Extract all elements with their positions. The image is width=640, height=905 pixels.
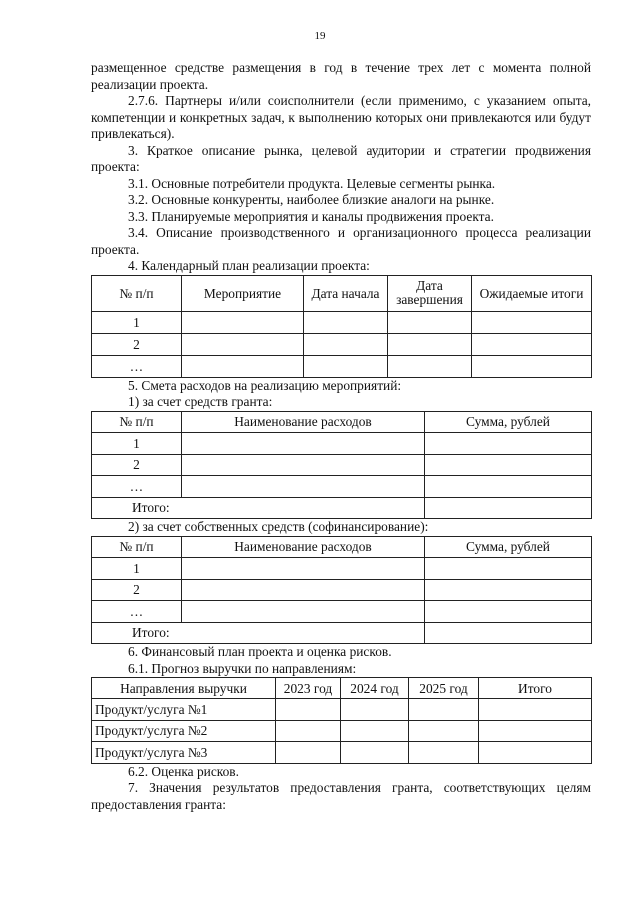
item-3-3: 3.3. Планируемые мероприятия и каналы продвижения проекта. — [128, 208, 494, 224]
item-3-1: 3.1. Основные потребители продукта. Целевые сегменты рынка. — [128, 175, 496, 191]
subheading-own-funds: 2) за счет собственных средств (софинансирование): — [128, 519, 429, 534]
column-header: Дата начала — [304, 275, 388, 311]
table-cell[interactable] — [182, 311, 304, 333]
column-header: Ожидаемые итоги — [472, 275, 592, 311]
column-header: 2025 год — [409, 678, 479, 699]
document-body — [91, 60, 591, 813]
table-row — [92, 558, 592, 580]
table-cell[interactable] — [182, 601, 425, 623]
paragraph-accommodation: размещенное средстве размещения в год в течение трех лет с момента полной реализации проекта. — [91, 60, 591, 92]
row-number: 1 — [92, 433, 182, 455]
revenue-direction: Продукт/услуга №1 — [92, 699, 276, 721]
column-header: 2023 год — [276, 678, 341, 699]
table-row — [92, 601, 592, 623]
revenue-direction: Продукт/услуга №3 — [92, 742, 276, 764]
heading-calendar-plan: 4. Календарный план реализации проекта: — [128, 258, 370, 273]
table-row — [92, 742, 592, 764]
column-header: № п/п — [92, 275, 182, 311]
total-label: Итого: — [92, 622, 425, 644]
table-cell[interactable] — [341, 699, 409, 721]
table-row — [92, 579, 592, 601]
table-header-row — [92, 411, 592, 433]
table-cell[interactable] — [276, 720, 341, 742]
heading-risk-assessment: 6.2. Оценка рисков. — [128, 763, 239, 779]
table-header-row — [92, 275, 592, 311]
table-cell[interactable] — [182, 558, 425, 580]
table-cell[interactable] — [304, 311, 388, 333]
table-cell[interactable] — [425, 476, 592, 498]
column-header: Наименование расходов — [182, 411, 425, 433]
table-row — [92, 311, 592, 333]
table-row — [92, 454, 592, 476]
table-cell[interactable] — [425, 558, 592, 580]
table-cell[interactable] — [182, 333, 304, 355]
total-row — [92, 622, 592, 644]
table-row — [92, 333, 592, 355]
column-header: Сумма, рублей — [425, 536, 592, 558]
table-cell[interactable] — [425, 601, 592, 623]
table-cell[interactable] — [182, 355, 304, 377]
item-3-2: 3.2. Основные конкуренты, наиболее близкие аналоги на рынке. — [128, 192, 495, 207]
table-header-row — [92, 536, 592, 558]
table-cell[interactable] — [341, 742, 409, 764]
table-header-row — [92, 678, 592, 699]
table-cell[interactable] — [425, 433, 592, 455]
row-number: … — [92, 601, 182, 623]
total-label: Итого: — [92, 497, 425, 519]
table-row — [92, 433, 592, 455]
own-funds-expenses-table — [91, 536, 592, 645]
table-cell[interactable] — [409, 720, 479, 742]
table-cell[interactable] — [472, 333, 592, 355]
heading-market: 3. Краткое описание рынка, целевой аудитории и стратегии продвижения проекта: — [91, 142, 591, 174]
row-number: … — [92, 476, 182, 498]
table-cell[interactable] — [182, 454, 425, 476]
row-number: 2 — [92, 579, 182, 601]
table-cell[interactable] — [276, 699, 341, 721]
total-value-cell[interactable] — [425, 622, 592, 644]
revenue-direction: Продукт/услуга №2 — [92, 720, 276, 742]
subheading-grant-funds: 1) за счет средств гранта: — [128, 394, 273, 409]
heading-budget: 5. Смета расходов на реализацию мероприятий: — [128, 377, 402, 393]
table-cell[interactable] — [425, 454, 592, 476]
column-header: Наименование расходов — [182, 536, 425, 558]
table-cell[interactable] — [479, 720, 592, 742]
column-header: Мероприятие — [182, 275, 304, 311]
table-cell[interactable] — [388, 311, 472, 333]
table-cell[interactable] — [425, 579, 592, 601]
table-cell[interactable] — [409, 699, 479, 721]
table-cell[interactable] — [304, 355, 388, 377]
table-cell[interactable] — [472, 355, 592, 377]
table-cell[interactable] — [182, 579, 425, 601]
total-value-cell[interactable] — [425, 497, 592, 519]
table-cell[interactable] — [409, 742, 479, 764]
column-header: 2024 год — [341, 678, 409, 699]
table-row — [92, 699, 592, 721]
page-number: 19 — [314, 30, 326, 42]
item-3-4: 3.4. Описание производственного и организационного процесса реализации проекта. — [91, 225, 591, 257]
table-cell[interactable] — [472, 311, 592, 333]
total-row — [92, 497, 592, 519]
heading-financial-plan: 6. Финансовый план проекта и оценка рисков. — [128, 644, 392, 659]
column-header: Направления выручки — [92, 678, 276, 699]
table-row — [92, 476, 592, 498]
row-number: 1 — [92, 558, 182, 580]
row-number: 1 — [92, 311, 182, 333]
column-header: Дата завершения — [388, 275, 472, 311]
table-cell[interactable] — [276, 742, 341, 764]
table-cell[interactable] — [479, 699, 592, 721]
table-row — [92, 355, 592, 377]
column-header: № п/п — [92, 536, 182, 558]
column-header: Сумма, рублей — [425, 411, 592, 433]
heading-revenue-forecast: 6.1. Прогноз выручки по направлениям: — [128, 660, 357, 676]
column-header: № п/п — [92, 411, 182, 433]
table-cell[interactable] — [479, 742, 592, 764]
table-cell[interactable] — [341, 720, 409, 742]
heading-grant-results: 7. Значения результатов предоставления гранта, соответствующих целям предоставления гранта: — [91, 780, 591, 812]
row-number: … — [92, 355, 182, 377]
row-number: 2 — [92, 333, 182, 355]
paragraph-partners: 2.7.6. Партнеры и/или соисполнители (если применимо, с указанием опыта, компетенции и конкретных задач, к выполнению которых они привлекаются или будут привлекаться). — [91, 93, 591, 141]
table-cell[interactable] — [304, 333, 388, 355]
table-cell[interactable] — [388, 355, 472, 377]
table-cell[interactable] — [182, 476, 425, 498]
table-cell[interactable] — [388, 333, 472, 355]
column-header: Итого — [479, 678, 592, 699]
calendar-plan-table — [91, 275, 592, 378]
grant-expenses-table — [91, 411, 592, 520]
table-row — [92, 720, 592, 742]
row-number: 2 — [92, 454, 182, 476]
revenue-forecast-table — [91, 677, 592, 764]
table-cell[interactable] — [182, 433, 425, 455]
